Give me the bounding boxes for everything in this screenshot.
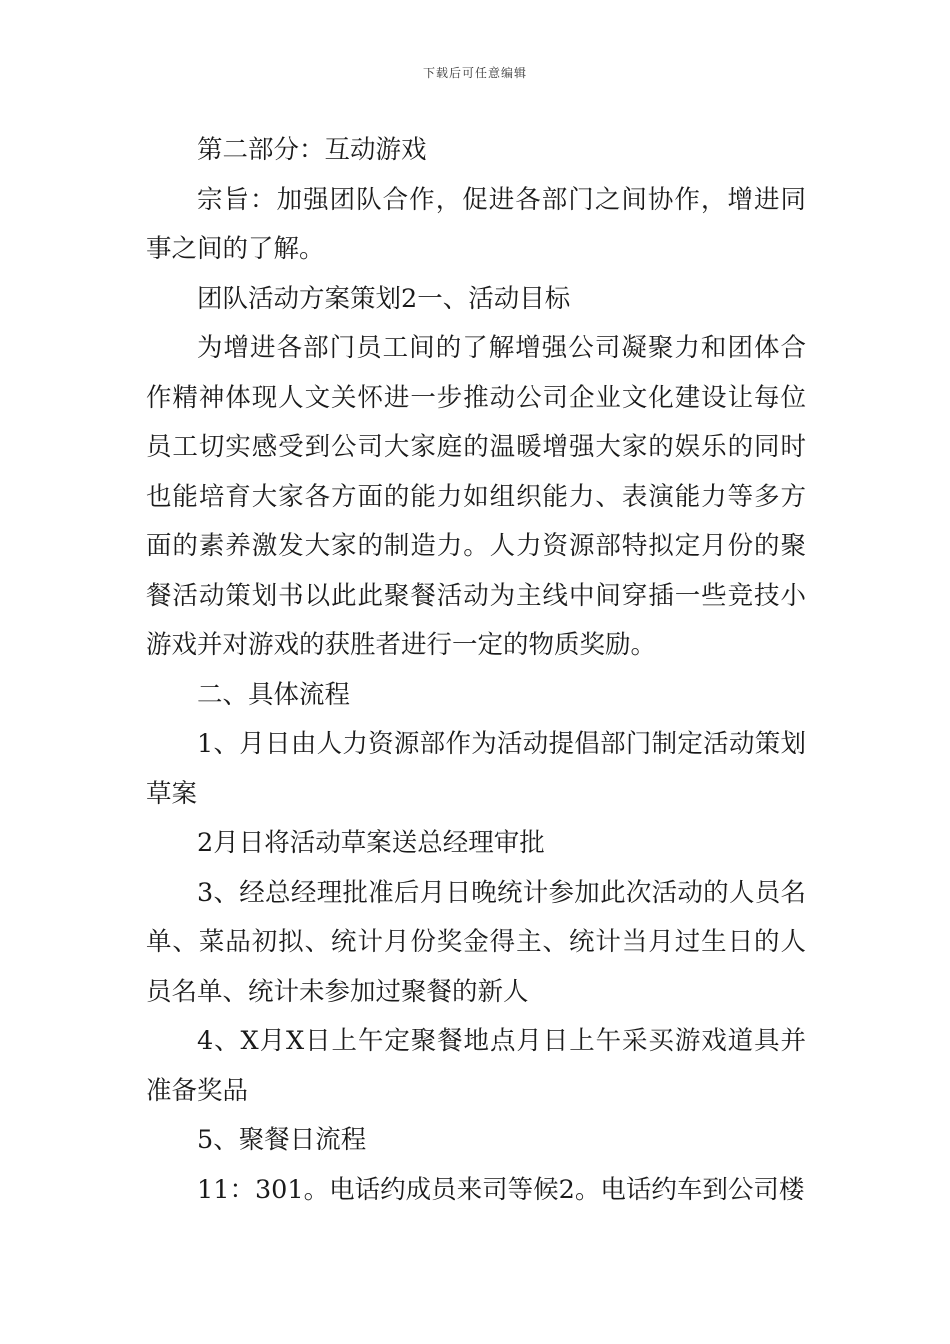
process-step-1: 1、月日由人力资源部作为活动提倡部门制定活动策划草案 — [146, 729, 806, 809]
section-heading: 第二部分：互动游戏 — [197, 135, 427, 165]
document-body — [146, 126, 806, 1215]
objective-paragraph: 为增进各部门员工间的了解增强公司凝聚力和团体合作精神体现人文关怀进一步推动公司企业文化建设让每位员工切实感受到公司大家庭的温暖增强大家的娱乐的同时也能培育大家各方面的能力如组织能力、表演能力等多方面的素养激发大家的制造力。人力资源部特拟定月份的聚餐活动策划书以此此聚餐活动为主线中间穿插一些竞技小游戏并对游戏的获胜者进行一定的物质奖励。 — [146, 333, 806, 660]
purpose-paragraph: 宗旨：加强团队合作，促进各部门之间协作，增进同事之间的了解。 — [146, 184, 806, 264]
process-step-5: 5、聚餐日流程 — [197, 1125, 367, 1155]
schedule-line: 11：301。电话约成员来司等候2。电话约车到公司楼 — [197, 1174, 805, 1205]
process-step-3: 3、经总经理批准后月日晚统计参加此次活动的人员名单、菜品初拟、统计月份奖金得主、统计当月过生日的人员名单、统计未参加过聚餐的新人 — [146, 877, 806, 1007]
process-step-2: 2月日将活动草案送总经理审批 — [197, 828, 545, 858]
plan-heading: 团队活动方案策划2一、活动目标 — [197, 283, 571, 314]
process-heading: 二、具体流程 — [197, 679, 351, 710]
page-header-note: 下载后可任意编辑 — [422, 66, 527, 80]
process-step-4: 4、X月X日上午定聚餐地点月日上午采买游戏道具并准备奖品 — [146, 1026, 806, 1106]
